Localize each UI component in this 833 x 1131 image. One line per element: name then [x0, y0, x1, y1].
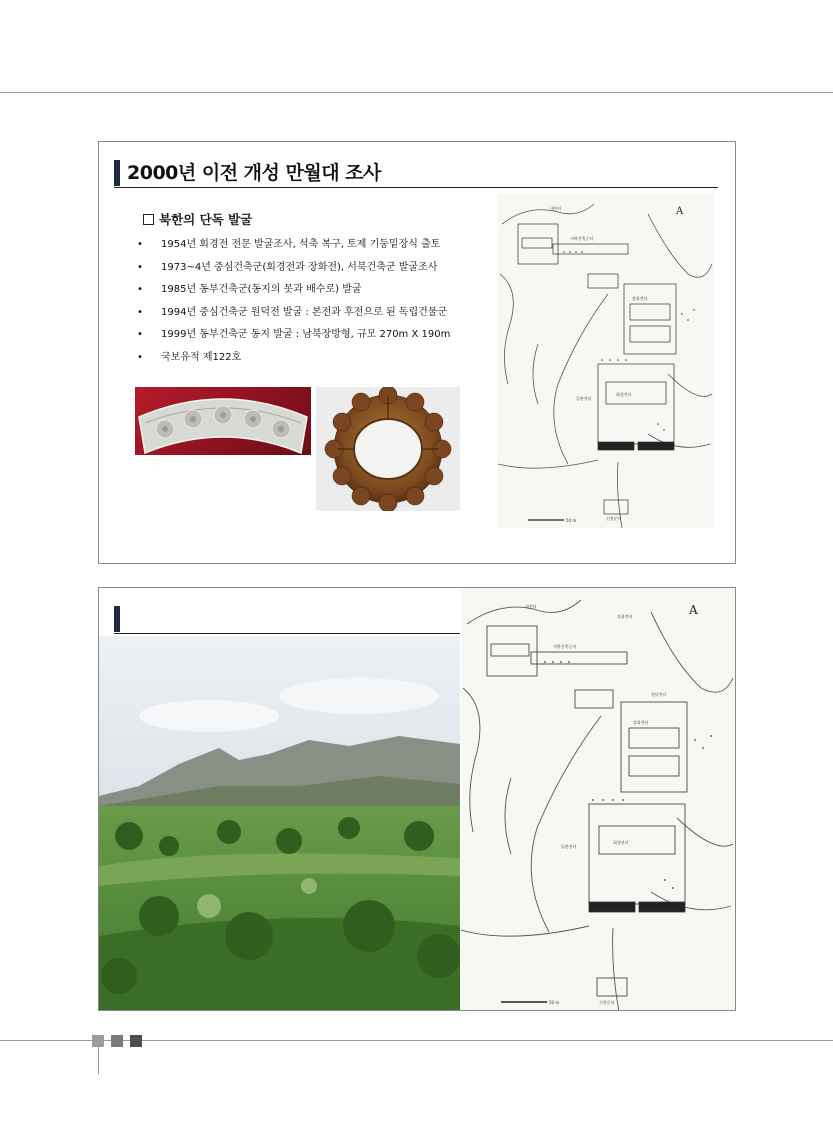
wooden-ring-photo	[316, 387, 460, 511]
footer-square-icon	[130, 1035, 142, 1047]
svg-text:원덕전터: 원덕전터	[651, 692, 667, 697]
site-plan-map-large	[461, 588, 736, 1011]
svg-text:일춘전터: 일춘전터	[561, 844, 577, 849]
bullet-icon: •	[137, 329, 143, 340]
title-underline	[114, 187, 718, 188]
list-item: • 1985년 동부건축군(동지의 못과 배수로) 발굴	[137, 279, 450, 302]
svg-text:회경전터: 회경전터	[616, 392, 632, 397]
section-heading-text: 북한의 단독 발굴	[159, 212, 253, 227]
bullet-icon: •	[137, 351, 143, 363]
svg-text:50 m: 50 m	[566, 518, 577, 523]
svg-text:내전터: 내전터	[550, 206, 562, 211]
svg-text:내전터: 내전터	[525, 604, 537, 609]
relief-fragment-photo	[135, 387, 311, 455]
page-top-rule	[0, 92, 833, 93]
list-item: • 1994년 중심건축군 원덕전 발굴 : 본전과 후전으로 된 독립건물군	[137, 302, 450, 325]
svg-text:일춘전터: 일춘전터	[576, 396, 592, 401]
svg-text:회경전터: 회경전터	[613, 840, 629, 845]
bullet-icon: •	[137, 284, 143, 295]
north-arrow-icon: A	[676, 206, 684, 217]
svg-text:장화전터: 장화전터	[617, 614, 633, 619]
svg-text:서북건축군터: 서북건축군터	[570, 236, 594, 241]
svg-text:신봉문터: 신봉문터	[599, 1000, 615, 1005]
list-item: • 1973~4년 중심건축군(회경전과 장화전), 서북건축군 발굴조사	[137, 257, 450, 280]
svg-text:서북건축군터: 서북건축군터	[553, 644, 577, 649]
page-bottom-rule	[0, 1040, 833, 1041]
section-heading	[143, 210, 252, 228]
svg-text:신봉문터: 신봉문터	[606, 516, 622, 521]
north-arrow-icon: A	[689, 603, 698, 617]
footer-square-icon	[111, 1035, 123, 1047]
title-accent-bar	[114, 606, 120, 632]
slide-2	[98, 587, 736, 1011]
slide-title: 2000년 이전 개성 만월대 조사	[127, 162, 381, 184]
title-underline	[114, 633, 460, 634]
footer-square-icon	[92, 1035, 104, 1047]
list-item: • 1954년 회경전 전문 발굴조사, 석축 복구, 토제 기둥밑장식 출토	[137, 234, 450, 257]
site-plan-map-small	[498, 194, 714, 528]
title-accent-bar	[114, 160, 120, 186]
bullet-icon: •	[137, 239, 143, 250]
checkbox-icon	[143, 214, 154, 225]
slide-1	[98, 141, 736, 564]
svg-text:50 m: 50 m	[549, 1000, 560, 1005]
bullet-list	[137, 234, 450, 369]
list-item: • 1999년 동부건축군 동지 발굴 : 남북장방형, 규모 270m X 190m	[137, 324, 450, 347]
bullet-icon: •	[137, 261, 143, 273]
bullet-icon: •	[137, 306, 143, 318]
landscape-photo	[99, 636, 460, 1011]
list-item: • 국보유적 제122호	[137, 347, 450, 370]
svg-text:장화전터: 장화전터	[632, 296, 648, 301]
svg-text:장화전터: 장화전터	[633, 720, 649, 725]
